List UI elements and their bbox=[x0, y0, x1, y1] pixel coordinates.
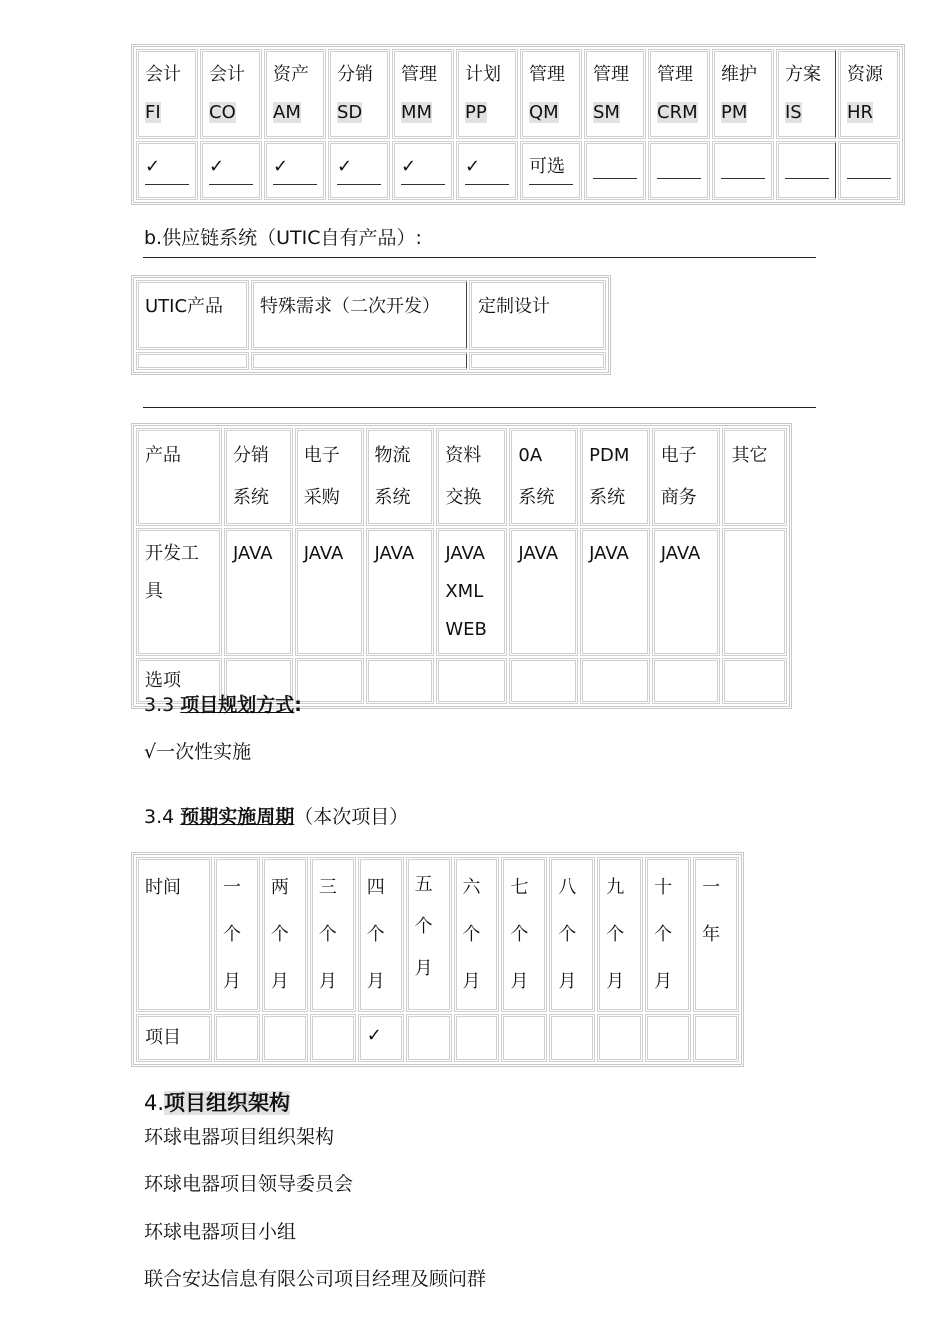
module-cell: 资产 AM bbox=[264, 49, 326, 139]
table-header-cell: 资料 交换 bbox=[436, 428, 507, 526]
section-4-title: 项目组织架构 bbox=[164, 1091, 291, 1115]
module-cell: 管理 CRM bbox=[648, 49, 710, 139]
module-mark bbox=[657, 148, 701, 179]
org-line: 环球电器项目小组 bbox=[144, 1221, 297, 1243]
org-line: 联合安达信息有限公司项目经理及顾问群 bbox=[144, 1268, 487, 1290]
module-mark bbox=[847, 148, 891, 179]
modules-table bbox=[131, 44, 905, 205]
utic-products-table bbox=[131, 275, 611, 375]
dev-tools-table bbox=[131, 423, 792, 709]
module-mark: ✓ bbox=[145, 154, 189, 185]
schedule-mark-cell bbox=[597, 1014, 643, 1062]
table-cell: JAVA bbox=[580, 528, 650, 656]
org-line: 环球电器项目领导委员会 bbox=[144, 1173, 354, 1195]
module-mark: ✓ bbox=[465, 154, 509, 185]
table-row bbox=[136, 528, 787, 656]
table-cell: JAVA bbox=[224, 528, 293, 656]
module-cell: 计划 PP bbox=[456, 49, 518, 139]
schedule-mark-cell bbox=[454, 1014, 500, 1062]
schedule-table bbox=[131, 852, 744, 1067]
module-cell: 资源 HR bbox=[838, 49, 900, 139]
table-header-cell: 物流 系统 bbox=[366, 428, 435, 526]
table-header-cell: 产品 bbox=[136, 428, 222, 526]
period-cell: 六 个 月 bbox=[454, 857, 500, 1012]
period-cell: 十 个 月 bbox=[645, 857, 691, 1012]
module-cell: 维护 PM bbox=[712, 49, 774, 139]
module-mark: ✓ bbox=[209, 154, 253, 185]
table-cell: JAVA bbox=[295, 528, 364, 656]
table-cell bbox=[295, 658, 364, 704]
table-header-cell: 特殊需求（二次开发） bbox=[251, 280, 467, 350]
table-row bbox=[136, 428, 787, 526]
section-3-3-title: 项目规划方式 bbox=[180, 694, 295, 716]
table-cell bbox=[652, 658, 721, 704]
module-mark bbox=[593, 148, 637, 179]
table-cell: JAVA bbox=[652, 528, 721, 656]
table-cell bbox=[722, 528, 787, 656]
table-header-cell: 其它 bbox=[722, 428, 787, 526]
section-3-4-title: 预期实施周期 bbox=[180, 806, 295, 828]
table-header-cell: UTIC产品 bbox=[136, 280, 249, 350]
module-cell: 分销 SD bbox=[328, 49, 390, 139]
period-cell: 一 年 bbox=[693, 857, 739, 1012]
table-header-cell: 时间 bbox=[136, 857, 212, 1012]
table-header-cell: 电子 商务 bbox=[652, 428, 721, 526]
module-cell: 管理 QM bbox=[520, 49, 582, 139]
section-3-4-heading: 3.4 预期实施周期（本次项目） bbox=[144, 806, 409, 828]
section-3-3-heading: 3.3 项目规划方式: bbox=[144, 694, 302, 716]
divider bbox=[143, 407, 816, 408]
module-cell: 方案 IS bbox=[776, 49, 836, 139]
module-mark bbox=[785, 148, 829, 179]
table-header-cell: 分销 系统 bbox=[224, 428, 293, 526]
schedule-mark-cell bbox=[262, 1014, 308, 1062]
section-3-3-item: √一次性实施 bbox=[144, 741, 252, 763]
table-row bbox=[136, 1014, 739, 1062]
table-cell bbox=[580, 658, 650, 704]
table-cell bbox=[469, 352, 606, 370]
table-cell bbox=[366, 658, 435, 704]
table-cell bbox=[251, 352, 467, 370]
module-mark: ✓ bbox=[337, 154, 381, 185]
table-row-label: 项目 bbox=[136, 1014, 212, 1062]
modules-mark-row bbox=[136, 141, 900, 200]
table-cell bbox=[509, 658, 578, 704]
module-cell: 管理 MM bbox=[392, 49, 454, 139]
table-cell: JAVA bbox=[366, 528, 435, 656]
table-cell bbox=[722, 658, 787, 704]
period-cell: 八 个 月 bbox=[549, 857, 595, 1012]
module-mark: ✓ bbox=[401, 154, 445, 185]
schedule-mark-cell bbox=[645, 1014, 691, 1062]
period-cell: 五 个 月 bbox=[406, 857, 452, 1012]
table-header-cell: PDM 系统 bbox=[580, 428, 650, 526]
module-mark: 可选 bbox=[529, 154, 573, 185]
schedule-mark-cell bbox=[406, 1014, 452, 1062]
schedule-mark-cell bbox=[501, 1014, 547, 1062]
table-cell: JAVA bbox=[509, 528, 578, 656]
module-mark bbox=[721, 148, 765, 179]
module-cell: 管理 SM bbox=[584, 49, 646, 139]
schedule-mark-cell bbox=[310, 1014, 356, 1062]
table-header-cell: 定制设计 bbox=[469, 280, 606, 350]
period-cell: 两 个 月 bbox=[262, 857, 308, 1012]
module-mark: ✓ bbox=[273, 154, 317, 185]
table-header-cell: 0A 系统 bbox=[509, 428, 578, 526]
table-row bbox=[136, 857, 739, 1012]
schedule-mark-cell bbox=[549, 1014, 595, 1062]
table-row-label: 开发工 具 bbox=[136, 528, 222, 656]
schedule-mark-cell bbox=[693, 1014, 739, 1062]
period-cell: 七 个 月 bbox=[501, 857, 547, 1012]
module-cell: 会计 CO bbox=[200, 49, 262, 139]
period-cell: 九 个 月 bbox=[597, 857, 643, 1012]
period-cell: 四 个 月 bbox=[358, 857, 404, 1012]
table-cell: JAVA XML WEB bbox=[436, 528, 507, 656]
divider bbox=[143, 257, 816, 258]
table-header-cell: 电子 采购 bbox=[295, 428, 364, 526]
schedule-mark-cell: ✓ bbox=[358, 1014, 404, 1062]
modules-header-row bbox=[136, 49, 900, 139]
section-b-title: b.供应链系统（UTIC自有产品）: bbox=[144, 227, 422, 249]
org-line: 环球电器项目组织架构 bbox=[144, 1126, 335, 1148]
schedule-mark-cell bbox=[214, 1014, 260, 1062]
period-cell: 一 个 月 bbox=[214, 857, 260, 1012]
table-cell bbox=[436, 658, 507, 704]
section-4-heading: 4.项目组织架构 bbox=[144, 1091, 291, 1115]
period-cell: 三 个 月 bbox=[310, 857, 356, 1012]
module-cell: 会计 FI bbox=[136, 49, 198, 139]
table-cell bbox=[136, 352, 249, 370]
table-row-label: 选项 bbox=[136, 658, 222, 704]
